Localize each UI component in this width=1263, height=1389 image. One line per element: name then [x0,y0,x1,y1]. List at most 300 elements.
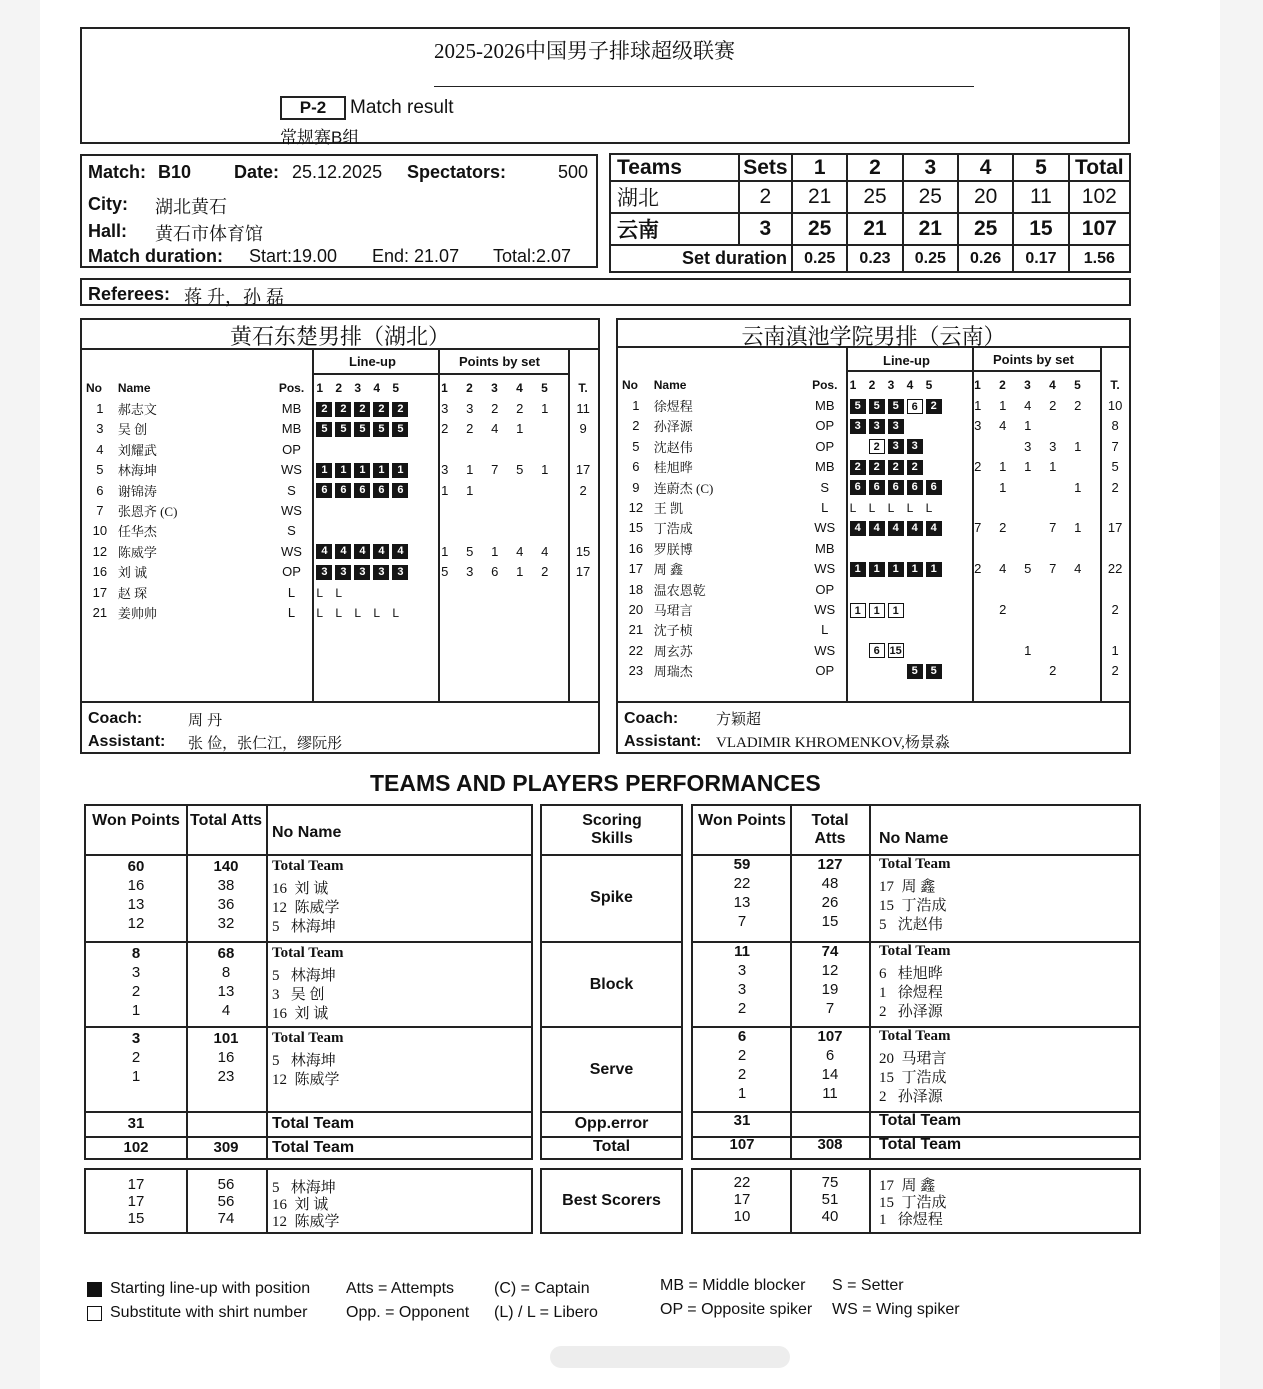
player-position: WS [814,520,836,536]
set-points: 2 [974,459,982,475]
lineup-cells [844,395,969,415]
legend-s: S = Setter [832,1277,904,1294]
won-points: 6 [737,1028,747,1045]
set1-header: 1 [792,154,847,181]
player-position: WS [281,543,302,559]
lineup-col-number: 3 [887,378,895,393]
player-no-name: Total Team [879,1136,962,1153]
competition-title: 2025-2026中国男子排球超级联赛 [434,39,735,63]
player-no-name: Total Team [272,1115,355,1132]
player-total-points: 10 [1107,398,1123,414]
starting-position-box: 5 [850,399,866,414]
set-points: 1 [541,462,549,478]
points-by-set-cells [435,460,568,480]
set-points: 4 [1074,561,1082,577]
player-no-name: Total Team [272,1139,355,1156]
match-code: B10 [158,162,192,182]
player-number: 22 [628,642,644,658]
set-points: 7 [491,462,499,478]
player-total-points: 7 [1111,438,1119,454]
libero-mark: L [354,605,362,620]
total-attempts: 26 [821,894,839,911]
lineup-empty [888,664,904,679]
starting-position-box: 1 [907,562,923,577]
won-points: 2 [737,1047,747,1064]
starting-position-box: 2 [926,399,942,414]
legend-op: OP = Opposite spiker [660,1301,813,1318]
player-position: OP [282,441,301,457]
total-attempts: 40 [821,1208,839,1225]
team-a-performance-table [84,804,533,1160]
starting-position-box: 4 [392,544,408,559]
player-number: 12 [92,543,108,559]
player-no-name: 5 林海坤 [272,919,336,935]
starting-position-box: 5 [354,422,370,437]
team-b-short: 云南 [610,213,739,245]
player-total-points: 15 [575,543,591,559]
set-points: 2 [466,421,474,437]
player-total-points: 2 [1111,663,1119,679]
score-cell: 21 [792,181,847,213]
starting-position-box: 6 [926,480,942,495]
points-by-set-cells [435,521,568,541]
player-no-name: Total Team [879,1028,951,1044]
player-row [84,602,598,622]
set-points: 3 [974,418,982,434]
player-no-name: 5 沈赵伟 [879,917,943,933]
lineup-header: Line-up [883,353,930,368]
libero-mark: L [335,585,343,600]
player-name: 马珺言 [653,602,693,618]
set-col-number: 5 [541,381,548,396]
won-points: 31 [127,1115,145,1132]
lineup-cells [844,620,969,640]
won-points: 31 [733,1112,751,1129]
player-position: WS [814,561,836,577]
points-by-set-cells [435,602,568,622]
starting-position-box: 6 [869,480,885,495]
set-col-number: 5 [1074,378,1081,393]
player-position: MB [281,421,302,437]
player-position: L [821,500,829,516]
column-divider [266,1170,268,1232]
player-no-name: 12 陈威学 [272,1214,340,1230]
player-total-points [568,521,598,541]
legend-captain: (C) = Captain [494,1280,590,1297]
set-col-number: 4 [1049,378,1056,393]
player-row [84,460,598,480]
skill-label: Block [589,976,634,993]
player-position: L [287,584,296,600]
lineup-cells [310,460,435,480]
set-points: 2 [516,401,524,417]
row-divider [86,1111,531,1113]
pos-header: Pos. [812,378,838,393]
player-name: 桂旭晔 [653,460,693,476]
total-attempts: 56 [217,1176,235,1193]
starting-position-box: 5 [926,664,942,679]
won-points: 2 [737,1066,747,1083]
set-points: 7 [974,520,982,536]
set-points: 1 [516,421,524,437]
starting-position-box: 1 [316,463,332,478]
lineup-empty [850,643,866,658]
coach-label: Coach: [624,710,679,727]
total-attempts: 7 [825,1000,835,1017]
set-points: 1 [541,401,549,417]
referees-label: Referees: [88,284,171,304]
starting-position-box: 6 [373,483,389,498]
row-divider [86,854,531,856]
player-name: 温农恩乾 [653,582,706,598]
won-points: 15 [127,1210,145,1227]
player-no-name: 5 林海坤 [272,1053,336,1069]
no-name-header: No Name [879,830,949,847]
won-points: 7 [737,913,747,930]
starting-position-box: 6 [888,480,904,495]
starting-position-box: 4 [926,521,942,536]
won-points: 12 [127,915,145,932]
player-position: MB [814,398,835,414]
player-position: WS [814,642,836,658]
duration-label: Match duration: [88,246,223,266]
end-time: End: 21.07 [372,246,460,266]
starting-position-box: 4 [869,521,885,536]
player-name: 姜帅帅 [117,605,157,621]
starting-position-box: 6 [850,480,866,495]
score-cell: 25 [958,213,1013,245]
player-row [84,439,598,459]
player-row [620,457,1129,477]
player-position: WS [814,601,836,617]
duration-cell: 0.23 [847,245,902,272]
assistant-names: 张 俭，张仁江，缪阮彤 [188,735,343,752]
set-points: 1 [441,543,449,559]
won-points: 102 [123,1139,149,1156]
column-divider [186,806,188,1158]
set-points: 2 [974,561,982,577]
points-by-set-header: Points by set [993,352,1074,367]
won-points: 60 [127,858,145,875]
set-points: 1 [974,398,982,414]
set-points: 1 [1024,418,1032,434]
legend-ws: WS = Wing spiker [832,1301,960,1318]
player-row [620,477,1129,497]
score-cell: 21 [847,213,902,245]
player-no-name: 5 林海坤 [272,968,336,984]
starting-position-box: 5 [392,422,408,437]
team-b-best-scorers [691,1168,1141,1234]
player-row [620,395,1129,415]
total-attempts: 12 [821,962,839,979]
starting-position-box: 6 [907,480,923,495]
won-points: 17 [127,1193,145,1210]
column-divider [266,806,268,1158]
total-attempts: 14 [821,1066,839,1083]
player-name: 刘耀武 [117,442,157,458]
player-total-points: 8 [1111,418,1119,434]
starting-position-box: 2 [316,402,332,417]
won-points: 1 [131,1002,141,1019]
starting-position-box: 2 [392,402,408,417]
no-header: No [86,381,102,396]
set-points: 1 [516,564,524,580]
team-b-roster [616,318,1131,754]
player-row [620,497,1129,517]
starting-position-box: 2 [869,460,885,475]
roster-header-row [84,378,598,398]
lineup-numbers [310,378,435,398]
duration-cell: 0.25 [903,245,958,272]
row-divider [542,1026,681,1028]
player-total-points [568,500,598,520]
set-points: 5 [441,564,449,580]
player-name: 周 鑫 [653,562,684,578]
skill-label: Spike [590,889,633,906]
total-attempts: 48 [821,875,839,892]
player-row [84,582,598,602]
set-points: 1 [1049,459,1057,475]
score-cell: 25 [903,181,958,213]
set-points: 4 [516,543,524,559]
starting-position-box: 6 [392,483,408,498]
set-points: 4 [541,543,549,559]
city-label: City: [88,194,128,214]
player-total-points: 17 [1107,520,1123,536]
set-points: 1 [491,543,499,559]
starting-position-box: 3 [888,419,904,434]
player-no-name: Total Team [879,856,951,872]
player-number: 15 [628,520,644,536]
substitute-box: 15 [889,645,902,658]
player-total-points: 2 [1111,479,1119,495]
won-points: 17 [127,1176,145,1193]
starting-position-box: 1 [335,463,351,478]
player-name: 陈威学 [117,544,157,560]
referees-names: 蒋 升，孙 磊 [184,287,285,307]
lineup-cells [310,562,435,582]
lineup-col-number: 2 [868,378,876,393]
starting-position-box: 3 [869,419,885,434]
duration-cell: 0.26 [958,245,1013,272]
lineup-cells [844,538,969,558]
points-by-set-cells [968,436,1101,456]
legend-atts: Atts = Attempts [346,1280,455,1297]
points-by-set-cells [968,395,1101,415]
player-name: 周玄苏 [653,643,693,659]
points-by-set-cells [968,559,1101,579]
name-header: Name [117,381,151,396]
player-no-name: 16 刘 诚 [272,1006,329,1022]
set4-header: 4 [958,154,1013,181]
player-number: 6 [96,482,104,498]
player-no-name: Total Team [272,945,344,961]
player-number: 5 [96,462,104,478]
set-points: 4 [999,561,1007,577]
lineup-empty [850,439,866,454]
player-name: 沈子桢 [653,623,693,639]
won-points: 13 [733,894,751,911]
total-attempts: 140 [213,858,239,875]
won-points: 10 [733,1208,751,1225]
no-header: No [622,378,638,393]
player-position: S [820,479,830,495]
player-number: 16 [628,540,644,556]
title-divider [618,346,1129,348]
points-by-set-cells [435,500,568,520]
score-cell: 2 [739,181,792,213]
hall-value: 黄石市体育馆 [155,224,263,244]
player-no-name: Total Team [879,1112,962,1129]
player-name: 吴 创 [117,422,148,438]
player-position: S [287,523,296,539]
won-points: 8 [131,945,141,962]
points-by-set-cells [435,541,568,561]
points-by-set-cells [435,398,568,418]
starting-position-box: 1 [392,463,408,478]
team-a-roster [80,318,600,754]
won-points: 3 [131,964,141,981]
match-date: 25.12.2025 [292,162,383,182]
total-attempts: 51 [821,1191,839,1208]
set-col-number: 1 [974,378,981,393]
won-points: 3 [131,1030,141,1047]
starting-position-box: 5 [907,664,923,679]
lineup-cells [310,398,435,418]
total-attempts: 15 [821,913,839,930]
player-position: OP [282,564,301,580]
points-by-set-cells [435,582,568,602]
starting-position-box: 5 [335,422,351,437]
player-no-name: 2 孙泽源 [879,1004,943,1020]
best-scorers-label-box [540,1168,683,1234]
total-attempts: 74 [821,943,839,960]
set-numbers [968,375,1101,395]
total-attempts: 101 [213,1030,239,1047]
player-number: 16 [92,564,108,580]
points-by-set-cells [968,640,1101,660]
total-attempts: 107 [817,1028,843,1045]
set-points: 1 [466,482,474,498]
coach-label: Coach: [88,710,143,727]
starting-position-box: 3 [373,565,389,580]
starting-position-box: 1 [354,463,370,478]
total-header: T. [1110,378,1120,393]
set-points: 4 [1024,398,1032,414]
player-total-points: 22 [1107,561,1123,577]
player-name: 郝志文 [117,402,157,418]
skill-label: Opp.error [574,1115,649,1132]
player-name: 张恩齐 (C) [117,504,178,520]
score-cell: 3 [739,213,792,245]
won-points: 22 [733,1174,751,1191]
starting-position-box: 2 [850,460,866,475]
column-divider [186,1170,188,1232]
team-a-player-table [84,378,598,623]
city-value: 湖北黄石 [155,197,227,217]
lineup-col-number: 1 [316,381,324,396]
player-name: 王 凯 [653,501,684,517]
total-attempts: 56 [217,1193,235,1210]
coach-name: 方颖超 [716,711,762,728]
lineup-cells [844,660,969,680]
player-row [620,620,1129,640]
set-points: 3 [466,401,474,417]
set-score-table [609,153,1131,273]
player-position: WS [281,503,302,519]
row-divider [86,941,531,943]
starting-position-box: 5 [888,399,904,414]
starting-position-box: 1 [373,463,389,478]
team-a-best-scorers [84,1168,533,1234]
legend-opp: Opp. = Opponent [346,1304,470,1321]
set3-header: 3 [903,154,958,181]
won-points: 2 [131,1049,141,1066]
score-cell: 20 [958,181,1013,213]
set-numbers [435,378,568,398]
start-time: Start:19.00 [249,246,338,266]
player-position: MB [814,459,835,475]
libero-mark: L [849,501,857,516]
total-attempts: 74 [217,1210,235,1227]
total-attempts: 23 [217,1068,235,1085]
duration-cell: 0.17 [1013,245,1068,272]
starting-position-box: 1 [850,562,866,577]
set-col-number: 3 [491,381,498,396]
team-a-name: 黄石东楚男排（湖北） [229,324,450,349]
player-row [620,416,1129,436]
won-points: 1 [737,1085,747,1102]
player-name: 赵 琛 [117,585,148,601]
player-name: 谢锦涛 [117,483,157,499]
set-points: 7 [1049,561,1057,577]
player-row [84,521,598,541]
libero-mark: L [925,501,933,516]
report-title: Match result [350,97,454,118]
set-points: 7 [1049,520,1057,536]
match-label: Match: [88,162,146,182]
points-by-set-cells [968,660,1101,680]
substitute-box: 1 [850,603,866,618]
player-no-name: 20 马珺言 [879,1051,947,1067]
teams-header: Teams [610,154,739,181]
empty-square-icon [87,1306,102,1321]
player-total-points: 2 [579,482,587,498]
coach-divider [618,701,1129,703]
set-points: 2 [541,564,549,580]
starting-position-box: 2 [335,402,351,417]
player-no-name: 15 丁浩成 [879,1070,947,1086]
header-box [80,27,1130,147]
player-total-points [1101,620,1129,640]
legend-mb: MB = Middle blocker [660,1277,806,1294]
points-by-set-cells [435,480,568,500]
set-points: 1 [1074,520,1082,536]
set-points: 1 [999,479,1007,495]
lineup-header: Line-up [349,354,396,369]
lineup-cells [310,582,435,602]
libero-mark: L [316,585,324,600]
duration-cell: 0.25 [792,245,847,272]
player-number: 17 [628,561,644,577]
player-no-name: 15 丁浩成 [879,1195,947,1211]
player-total-points [1101,579,1129,599]
starting-position-box: 5 [869,399,885,414]
total-time: Total:2.07 [493,246,572,266]
pos-header: Pos. [278,381,305,396]
player-number: 1 [96,401,104,417]
points-by-set-cells [968,518,1101,538]
